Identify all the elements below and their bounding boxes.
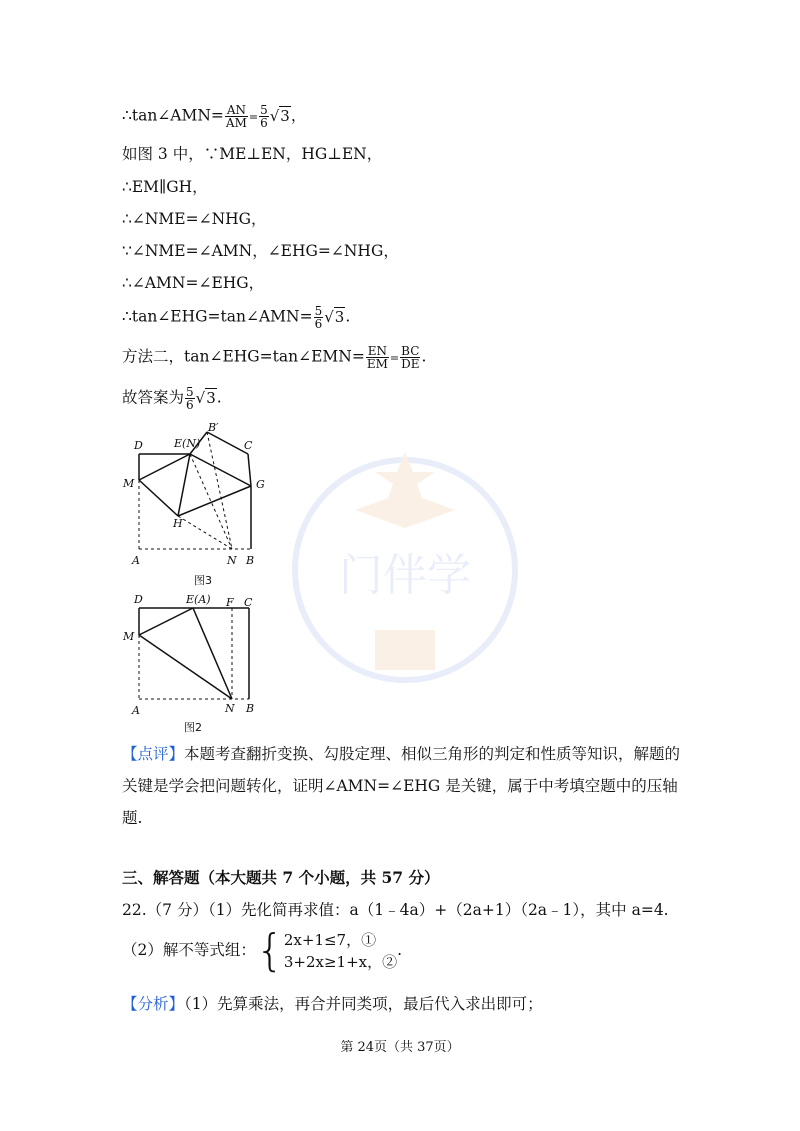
label-M: M xyxy=(123,477,135,490)
text: 方法二，tan∠EHG=tan∠EMN= xyxy=(122,347,365,366)
label-N: N xyxy=(225,702,235,715)
question-22-part2 xyxy=(122,925,403,976)
figure-3-caption: 图3 xyxy=(194,574,212,587)
radicand: 3 xyxy=(334,307,345,326)
analysis-text: （1）先算乘法，再合并同类项，最后代入求出即可； xyxy=(184,995,543,1013)
text: ∴tan∠AMN= xyxy=(122,106,224,125)
label-C: C xyxy=(244,439,253,452)
fraction xyxy=(185,386,195,411)
line-6: ∴∠AMN=∠EHG， xyxy=(122,274,265,292)
text: . xyxy=(216,388,222,407)
text: ∴tan∠EHG=tan∠AMN= xyxy=(122,307,313,326)
line-tan-amn xyxy=(122,104,306,129)
comment-tag: 【点评】 xyxy=(122,745,185,763)
label-M: M xyxy=(123,630,135,643)
equals: = xyxy=(389,351,400,365)
label-C: C xyxy=(244,596,253,609)
denominator: 6 xyxy=(260,116,268,130)
denominator: DE xyxy=(401,357,420,371)
label-D: D xyxy=(134,439,143,452)
comment-text: 本题考查翻折变换、勾股定理、相似三角形的判定和性质等知识，解题的关键是学会把问题转化，证明∠AMN=∠EHG 是关键，属于中考填空题中的压轴题. xyxy=(122,745,681,827)
watermark-logo xyxy=(285,440,525,700)
radicand: 3 xyxy=(206,388,216,407)
label-N: N xyxy=(227,554,237,567)
line-4: ∴∠NME=∠NHG， xyxy=(122,210,267,228)
label-B-prime: B′ xyxy=(208,421,219,434)
text: . xyxy=(421,347,427,366)
brace: { xyxy=(255,925,284,976)
fraction xyxy=(225,104,248,129)
line-2: 如图 3 中，∵ME⊥EN，HG⊥EN， xyxy=(122,145,383,163)
line-7 xyxy=(122,305,350,330)
fraction xyxy=(400,345,420,370)
denominator: AM xyxy=(225,116,247,130)
label-G: G xyxy=(256,478,265,491)
denominator: 6 xyxy=(186,398,194,412)
label-D: D xyxy=(134,593,143,606)
numerator: EN xyxy=(367,344,387,358)
label-EA: E(A) xyxy=(186,593,211,606)
sqrt: √3 xyxy=(195,388,216,407)
numerator: 5 xyxy=(186,385,194,399)
fraction xyxy=(259,104,269,129)
text: ， xyxy=(290,106,307,125)
line-8 xyxy=(122,345,426,370)
section-heading: 三、解答题（本大题共 7 个小题，共 57 分） xyxy=(122,868,440,887)
numerator: 5 xyxy=(314,304,323,318)
denominator: 6 xyxy=(314,317,323,331)
radicand: 3 xyxy=(280,106,290,125)
fraction xyxy=(366,345,389,370)
analysis-tag: 【分析】 xyxy=(122,995,185,1013)
inequality-2: 3+2x≥1+x，② xyxy=(283,953,398,971)
label-A: A xyxy=(132,554,140,567)
text: 故答案为 xyxy=(122,388,185,407)
line-3: ∴EM∥GH， xyxy=(122,178,208,196)
inequality-system xyxy=(284,929,397,973)
fraction xyxy=(314,305,324,330)
text: （2）解不等式组： xyxy=(122,941,256,959)
label-A: A xyxy=(132,704,140,717)
label-B: B xyxy=(246,702,255,715)
line-5: ∵∠NME=∠AMN，∠EHG=∠NHG， xyxy=(122,242,399,260)
line-answer xyxy=(122,386,222,411)
figure-3 xyxy=(120,418,280,590)
label-B: B xyxy=(246,554,255,567)
label-EN: E(N) xyxy=(174,437,201,450)
numerator: BC xyxy=(401,344,420,358)
text: . xyxy=(397,941,403,959)
figure-2-caption: 图2 xyxy=(184,721,202,734)
text: . xyxy=(345,307,351,326)
inequality-1: 2x+1≤7，① xyxy=(283,931,377,949)
label-H: H xyxy=(173,517,183,530)
analysis-line xyxy=(122,993,543,1015)
numerator: 5 xyxy=(260,103,268,117)
comment-paragraph xyxy=(122,738,682,834)
sqrt: √3 xyxy=(324,307,345,326)
denominator: EM xyxy=(366,357,388,371)
sqrt: √3 xyxy=(269,106,290,125)
label-F: F xyxy=(226,596,234,609)
question-22-part1: 22.（7 分）（1）先化简再求值：a（1﹣4a）+（2a+1）（2a﹣1），其中 a=4. xyxy=(122,901,669,919)
numerator: AN xyxy=(226,103,246,117)
figure-2 xyxy=(120,588,280,740)
watermark-text: 门伴学 xyxy=(339,550,471,601)
equals: = xyxy=(248,110,259,124)
page-footer: 第 24页（共 37页） xyxy=(340,1040,460,1055)
